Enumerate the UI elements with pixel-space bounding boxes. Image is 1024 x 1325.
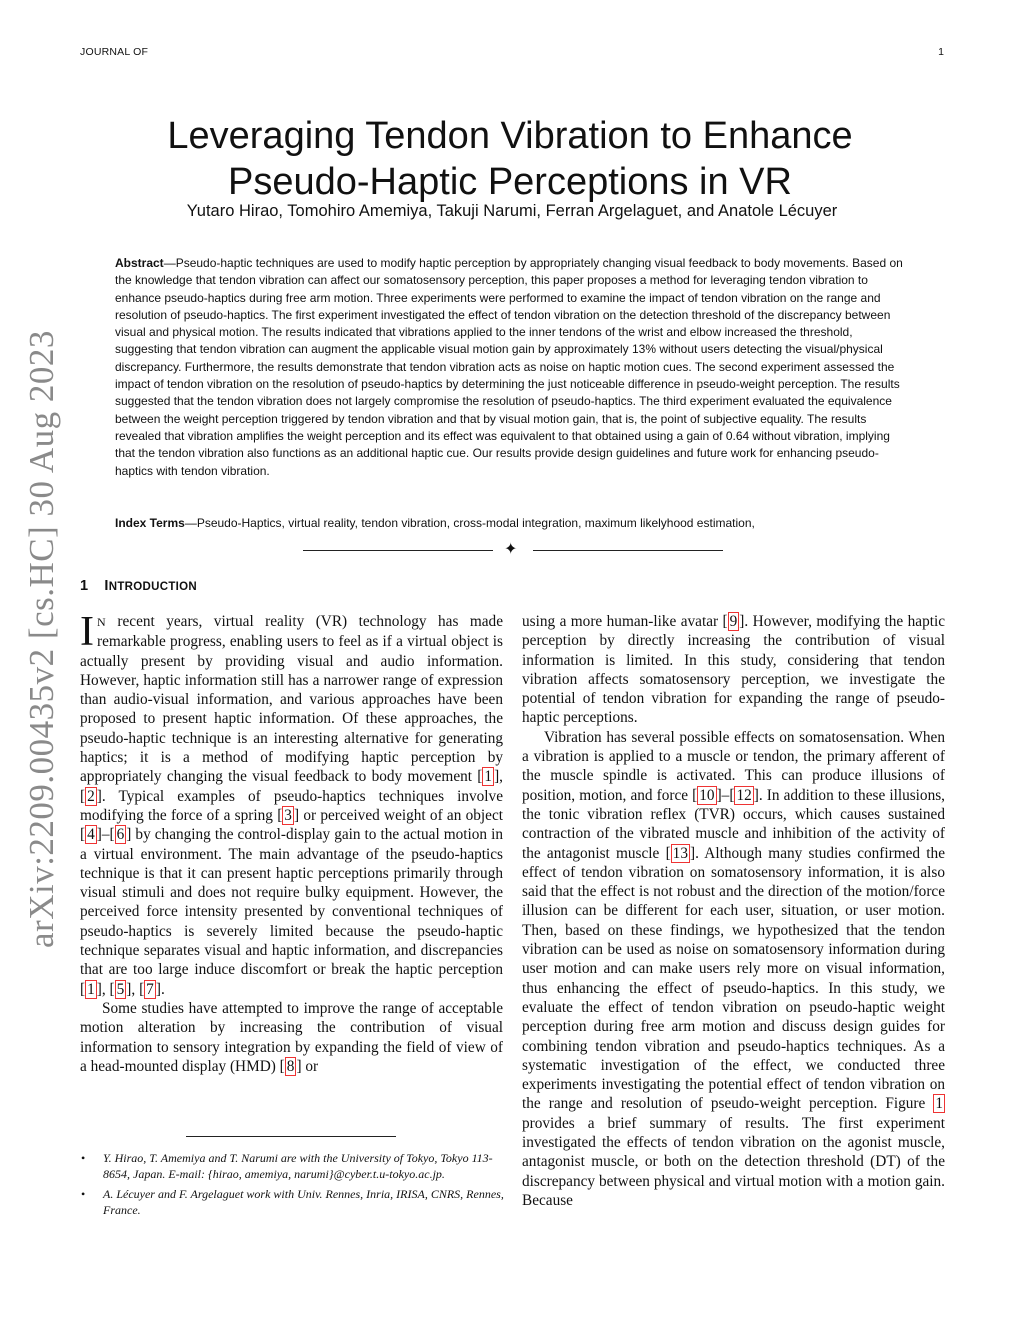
text-run: Vibration has several possible effects on somatosensation. When a vibration is applied to a muscle or tendon, the primary afferent of the muscle spindle is activated. This can produce illusions of position, motion, and force bbox=[522, 728, 945, 804]
abstract-label: Abstract bbox=[115, 256, 164, 270]
separator-rule-right bbox=[533, 550, 723, 551]
citation-link[interactable]: 7 bbox=[146, 980, 154, 998]
footnote-item bbox=[80, 1186, 504, 1218]
citation-link[interactable]: 5 bbox=[116, 980, 125, 998]
section-title-rest: NTRODUCTION bbox=[108, 581, 197, 593]
bullet-icon: • bbox=[81, 1187, 86, 1201]
citation-link[interactable]: 12 bbox=[736, 786, 752, 804]
text-run: or bbox=[301, 1057, 319, 1075]
section-heading bbox=[80, 578, 197, 594]
citation-link[interactable]: 2 bbox=[87, 787, 95, 805]
citation-link[interactable]: 10 bbox=[699, 786, 715, 804]
text-run: or perceived weight of an object bbox=[299, 806, 504, 824]
text-run: . Although many studies confirmed the effect of tendon vibration on somatosensory information, it is also said that the effect is not robust and the direction of the motion/force illusion can be different for each user, situation, or user motion. Then, based on these findings, we hypothesized that the tendon vibration can be used as noise on somatosensory information during user motion and can make users rely more on visual information, thus enhancing the effect of pseudo-haptics. In this study, we evaluate the effect of tendon vibration on pseudo-haptic weight perception during free arm motion and discuss design guides for combining tendon vibration and pseudo-haptics techniques. As a systematic investigation of the effect, we conducted three experiments investigating the potential effect of tendon vibration on the range and resolution of pseudo-weight perception. Figure bbox=[522, 844, 945, 1113]
text-run: , bbox=[101, 980, 110, 998]
paper-title: Leveraging Tendon Vibration to Enhance Pseudo-Haptic Perceptions in VR bbox=[167, 115, 853, 204]
text-run: , bbox=[131, 980, 140, 998]
index-terms bbox=[115, 515, 911, 532]
paragraph: using a more human-like avatar [ 9 ]. However, modifying the haptic perception by directly increasing the contribution of visual information is limited. In this study, considering that tendon vibration affects somatosensory perception, we investigate the potential of tendon vibration for expanding the range of pseudo-haptic perceptions. bbox=[522, 613, 946, 727]
citation-link[interactable]: 1 bbox=[484, 768, 493, 786]
dropcap: I bbox=[80, 609, 94, 655]
smallcaps-run: N bbox=[97, 615, 106, 629]
text-run: . However, modifying the haptic perception by directly increasing the contribution of visual information is limited. In this study, considering that tendon vibration affects somatosensory perception, we investigate the potential of tendon vibration for expanding the range of pseudo-haptic perceptions. bbox=[522, 613, 946, 727]
bullet-icon: • bbox=[81, 1151, 86, 1165]
figure-link[interactable]: 1 bbox=[935, 1095, 943, 1113]
authors: Yutaro Hirao, Tomohiro Amemiya, Takuji Narumi, Ferran Argelaguet, and Anatole Lécuyer bbox=[186, 202, 838, 220]
section-separator bbox=[303, 541, 723, 561]
right-column bbox=[522, 612, 945, 1210]
index-terms-text: —Pseudo-Haptics, virtual reality, tendon vibration, cross-modal integration, maximum likelyhood estimation, bbox=[184, 516, 755, 530]
footnote-text: A. Lécuyer and F. Argelaguet work with Univ. Rennes, Inria, IRISA, CNRS, Rennes, France. bbox=[103, 1187, 504, 1217]
text-run: . bbox=[160, 980, 165, 998]
text-run: , bbox=[499, 768, 503, 786]
paragraph: Some studies have attempted to improve the range of acceptable motion alteration by increasing the contribution of visual information to sensory integration by expanding the field of view of a head-mounted display (HMD) [ 8 ] or bbox=[80, 999, 503, 1075]
text-run: Some studies have attempted to improve the range of acceptable motion alteration by increasing the contribution of visual information to sensory integration by expanding the field of view of a head-mounted display (HMD) bbox=[80, 999, 503, 1075]
text-run: using a more human-like avatar bbox=[522, 613, 723, 630]
footnotes bbox=[80, 1150, 504, 1222]
text-run: – bbox=[101, 826, 110, 844]
separator-rule-left bbox=[303, 550, 493, 551]
text-run: by changing the control-display gain to the actual motion in a virtual environment. The main advantage of the pseudo-haptics technique is that it can present haptic perceptions primarily through visual stimuli and does not require bulky equipment. However, the perceived force intensity presented by conventional techniques of pseudo-haptics is severely limited because the pseudo-haptic technique separates visual and haptic information, and discrepancies that are too large induce discomfort or break the haptic perception bbox=[80, 826, 503, 979]
citation-link[interactable]: 3 bbox=[284, 806, 292, 824]
paragraph: Vibration has several possible effects on somatosensation. When a vibration is applied to a muscle or tendon, the primary afferent of the muscle spindle is activated. This can produce illusions of position, motion, and force [ 10 ]–[ 12 ]. In addition to these illusions, the tonic vibration reflex (TVR) occurs, which causes sustained contraction of the vibrated muscle and inhibition of the activity of the antagonist muscle [ 13 ]. Although many studies confirmed the effect of tendon vibration on somatosensory information, it is also said that the effect is not robust and the direction of the motion/force illusion can be different for each user, situation, or user motion. Then, based on these findings, we hypothesized that the tendon vibration can be used as noise on somatosensory information during user motion and can make users rely more on visual information, thus enhancing the effect of pseudo-haptics. In this study, we evaluate the effect of tendon vibration on pseudo-haptic weight perception during free arm motion and discuss design guides for combining tendon vibration and pseudo-haptics techniques. As a systematic investigation of the effect, we conducted three experiments investigating the potential effect of tendon vibration on the range and resolution of pseudo-weight perception. Figure 1 provides a brief summary of results. The first experiment investigated the effects of tendon vibration on the agonist muscle, antagonist muscle, or both on the detection threshold (DT) of the discrepancy between physical and virtual motion with a motion gain. Because bbox=[522, 728, 945, 1209]
abstract-text: —Pseudo-haptic techniques are used to modify haptic perception by appropriately changing visual feedback to body movements. Based on the knowledge that tendon vibration can affect our somatosensory perception, this paper proposes a method for leveraging tendon vibration to enhance pseudo-haptics during free arm motion. Three experiments were performed to examine the impact of tendon vibration on the range and resolution of pseudo-haptics. The first experiment investigated the effect of tendon vibration on the detection threshold of the discrepancy between visual and physical motion. The results indicated that vibrations applied to the inner tendons of the wrist and elbow increased the threshold, suggesting that tendon vibration can augment the applicable visual motion gain by approximately 13% without users detecting the visual/physical discrepancy. Furthermore, the results demonstrate that tendon vibration acts as noise on haptic motion cues. The second experiment assessed the impact of tendon vibration on the resolution of pseudo-haptics by determining the just noticeable difference in pseudo-weight perception. The results suggested that the tendon vibration does not largely compromise the resolution of pseudo-haptics. The third experiment evaluated the equivalence between the weight perception triggered by tendon vibration and that by visual motion gain, that is, the point of subjective equality. The results revealed that vibration amplifies the weight perception and its effect was equivalent to that obtained using a gain of 0.64 without vibration, implying that the tendon vibration also functions as an additional haptic cue. Our results provide design guidelines and future work for enhancing pseudo-haptics with tendon vibration. bbox=[115, 256, 903, 478]
citation-link[interactable]: 9 bbox=[729, 613, 738, 630]
citation-link[interactable]: 6 bbox=[116, 826, 125, 844]
section-title-initial: I bbox=[104, 578, 109, 594]
abstract bbox=[115, 255, 911, 480]
text-run: provides a brief summary of results. The first experiment investigated the effects of tendon vibration on the agonist muscle, antagonist muscle, or both on the detection threshold (DT) of the discrepancy between physical and virtual motion with a motion gain. Because bbox=[522, 1114, 945, 1209]
footnote-rule bbox=[186, 1136, 396, 1137]
text-run: . Typical examples of pseudo-haptics techniques involve modifying the force of a spring bbox=[80, 787, 503, 824]
separator-diamond-icon: ✦ bbox=[504, 541, 518, 558]
text-run: recent years, virtual reality (VR) technology has made remarkable progress, enabling users to feel as if a virtual object is actually present by providing visual and audio information. However, haptic information still has a narrower range of expression than audio-visual information, and various approaches have been proposed to present haptic information. Of these approaches, the pseudo-haptic technique is an interesting alternative for generating haptics; it is a method of modifying haptic perception by appropriately changing the visual feedback to body movement bbox=[80, 613, 503, 786]
citation-link[interactable]: 4 bbox=[87, 826, 95, 844]
text-run: . In addition to these illusions, the tonic vibration reflex (TVR) occurs, which causes sustained contraction of the vibrated muscle and inhibition of the activity of the antagonist muscle bbox=[522, 786, 945, 862]
arxiv-stamp[interactable]: arXiv:2209.00435v2 [cs.HC] 30 Aug 2023 bbox=[22, 330, 61, 948]
left-column bbox=[80, 609, 504, 1076]
paragraph: IN recent years, virtual reality (VR) technology has made remarkable progress, enabling users to feel as if a virtual object is actually present by providing visual and audio information. However, haptic information still has a narrower range of expression than audio-visual information, and various approaches have been proposed to present haptic information. Of these approaches, the pseudo-haptic technique is an interesting alternative for generating haptics; it is a method of modifying haptic perception by appropriately changing the visual feedback to body movement [ 1 ], [ 2 ]. Typical examples of pseudo-haptics techniques involve modifying the force of a spring [ 3 ] or perceived weight of an object [ 4 ]–[ 6 ] by changing the control-display gain to the actual motion in a virtual environment. The main advantage of the pseudo-haptics technique is that it can present haptic perceptions primarily through visual stimuli and does not require bulky equipment. However, the perceived force intensity presented by conventional techniques of pseudo-haptics is severely limited because the pseudo-haptic technique separates visual and haptic information, and discrepancies that are too large induce discomfort or break the haptic perception [ 1 ], [ 5 ], [ 7 ]. bbox=[80, 609, 504, 998]
index-terms-label: Index Terms bbox=[115, 516, 185, 530]
page-number: 1 bbox=[938, 46, 944, 58]
running-head: JOURNAL OF bbox=[80, 46, 149, 58]
footnote-text: Y. Hirao, T. Amemiya and T. Narumi are with the University of Tokyo, Tokyo 113-8654, Japan. E-mail: {hirao, amemiya, narumi}@cyber.t.u-tokyo.ac.jp. bbox=[103, 1151, 493, 1181]
citation-link[interactable]: 13 bbox=[672, 844, 688, 862]
citation-link[interactable]: 8 bbox=[286, 1057, 295, 1075]
section-number: 1 bbox=[80, 578, 89, 594]
citation-link[interactable]: 1 bbox=[87, 980, 95, 998]
text-run: – bbox=[721, 786, 730, 804]
footnote-item bbox=[80, 1150, 504, 1182]
